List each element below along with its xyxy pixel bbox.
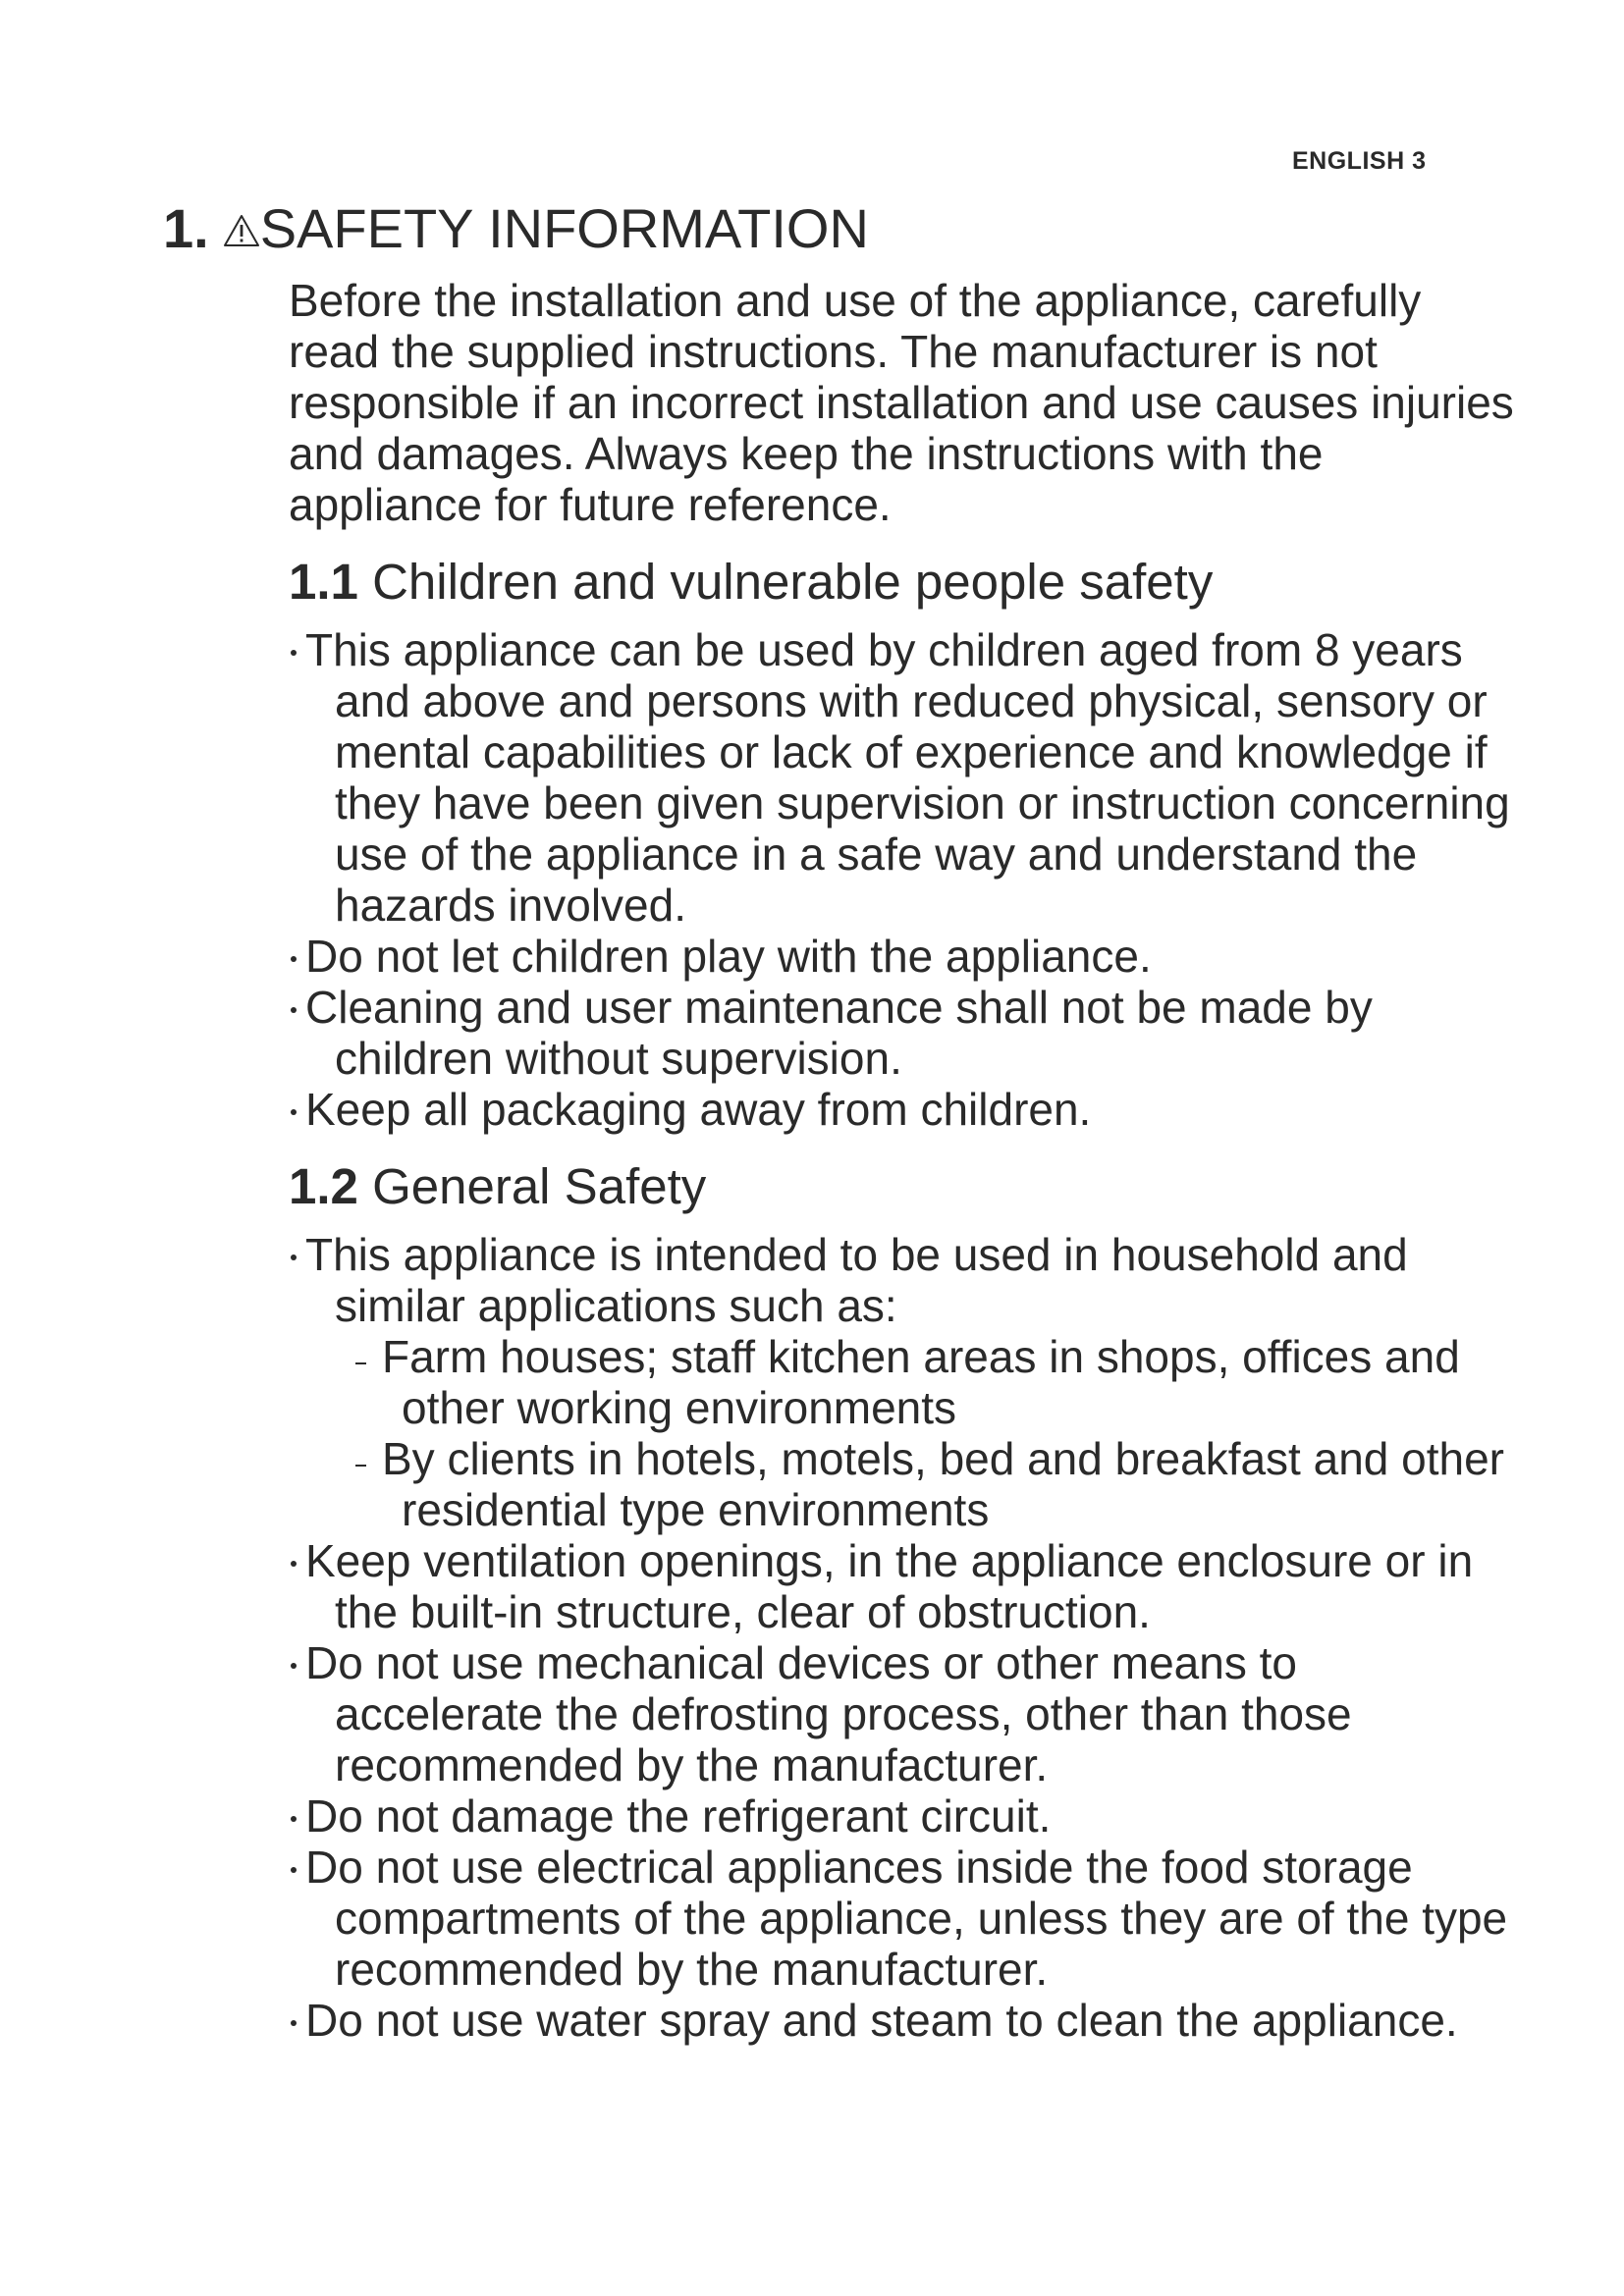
bullet-text: Keep all packaging away from children. [305,1084,1092,1135]
section-body [289,275,1516,2046]
bullet-text: Cleaning and user maintenance shall not be made by children without supervision. [305,982,1373,1084]
subsection-number: 1.1 [289,554,358,610]
subsection [289,1158,1516,2046]
bullet-text: Do not use water spray and steam to clean the appliance. [305,1995,1458,2046]
sub-bullet-text: Farm houses; staff kitchen areas in shops, offices and other working environments [382,1331,1460,1433]
bullet-item [289,1535,1516,1637]
subsection-number: 1.2 [289,1158,358,1214]
bullet-text: This appliance can be used by children aged from 8 years and above and persons with reduced physical, sensory or mental capabilities or lack of experience and knowledge if they have been given supervision or instruction concerning use of the appliance in a safe way and understand the hazards involved. [305,624,1510,931]
sub-bullet-list [305,1331,1516,1535]
sub-bullet-item [354,1433,1516,1535]
subsection-heading [289,554,1516,611]
bullet-item [289,1229,1516,1535]
bullet-text: Do not let children play with the appliance. [305,931,1152,982]
bullet-item [289,1790,1516,1842]
bullet-text: This appliance is intended to be used in household and similar applications such as: [305,1229,1408,1331]
bullet-list [289,1229,1516,2046]
bullet-list [289,624,1516,1135]
section-number: 1. [163,197,209,259]
bullet-text: Do not use electrical appliances inside the food storage compartments of the appliance, unless they are of the type recommended by the manufacturer. [305,1842,1508,1995]
bullet-text: Do not damage the refrigerant circuit. [305,1790,1052,1842]
bullet-item [289,624,1516,931]
bullet-item [289,931,1516,982]
warning-triangle-icon [223,214,260,247]
bullet-text: Do not use mechanical devices or other means to accelerate the defrosting process, other than those recommended by the manufacturer. [305,1637,1352,1790]
bullet-item [289,1995,1516,2046]
bullet-item [289,982,1516,1084]
sub-bullet-text: By clients in hotels, motels, bed and breakfast and other residential type environments [382,1433,1504,1535]
subsection-heading [289,1158,1516,1215]
section-heading [163,196,869,261]
subsection-title: General Safety [372,1158,707,1214]
intro-paragraph: Before the installation and use of the appliance, carefully read the supplied instructions. The manufacturer is not responsible if an incorrect installation and use causes injuries and damages. Always keep the instructions with the appliance for future reference. [289,275,1514,530]
page-number-header: ENGLISH 3 [1292,147,1427,175]
subsection [289,554,1516,1135]
bullet-text: Keep ventilation openings, in the appliance enclosure or in the built-in structure, clear of obstruction. [305,1535,1474,1637]
subsection-title: Children and vulnerable people safety [372,554,1214,610]
sub-bullet-item [354,1331,1516,1433]
bullet-item [289,1842,1516,1995]
bullet-item [289,1637,1516,1790]
section-title-text: SAFETY INFORMATION [259,197,869,259]
bullet-item [289,1084,1516,1135]
